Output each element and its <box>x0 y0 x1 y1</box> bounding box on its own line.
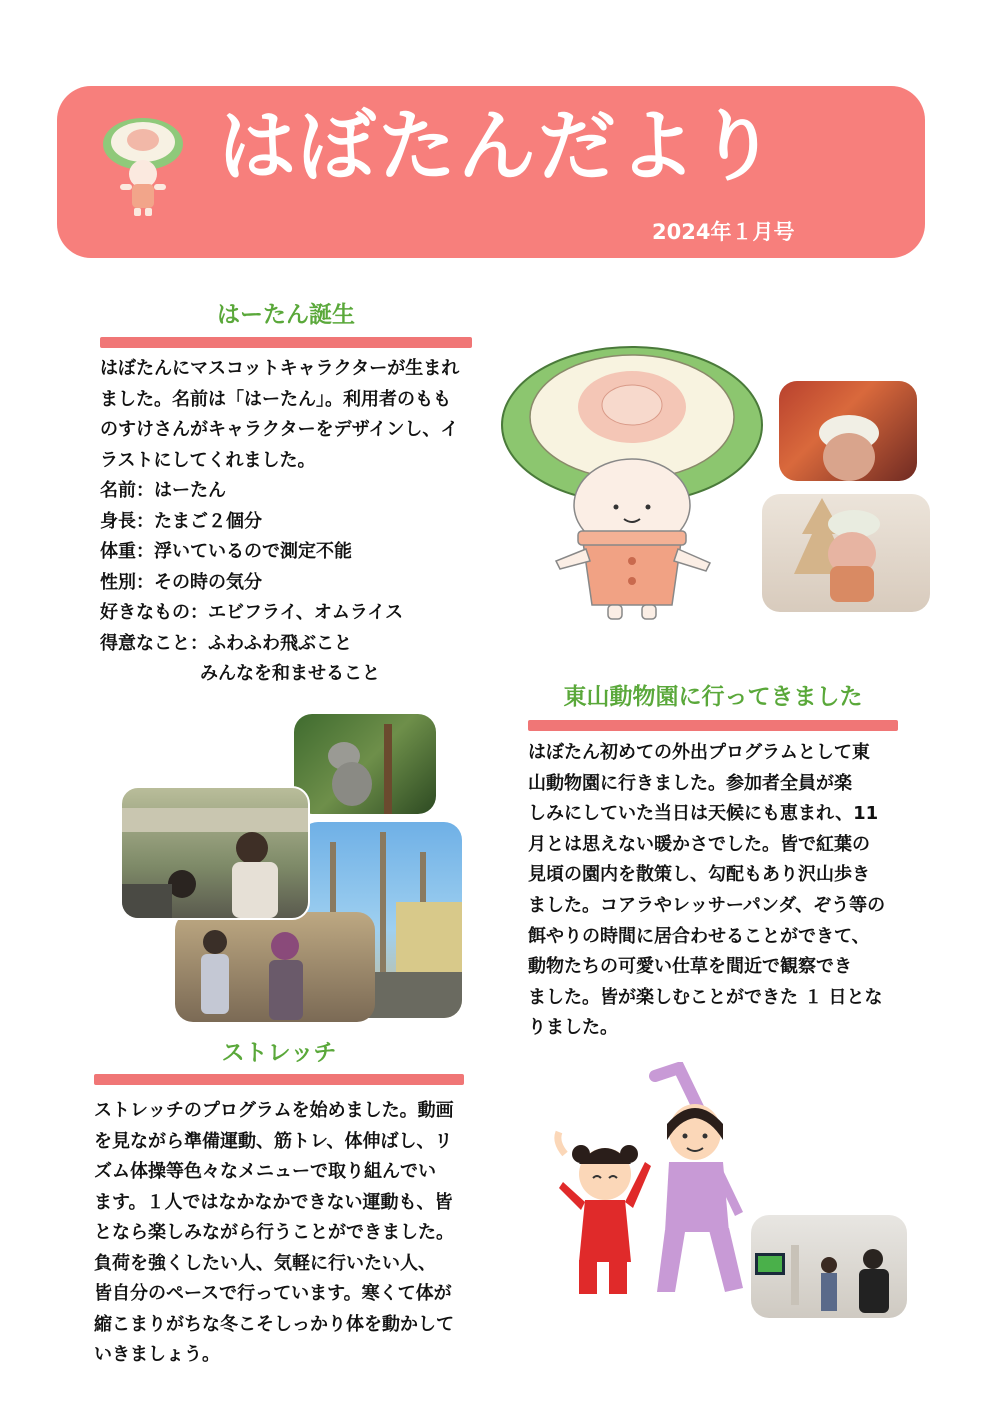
newsletter-title: はぼたんだより <box>218 102 779 192</box>
section-rule <box>528 720 898 731</box>
text-line: 皆自分のペースで行っています。寒くて体が <box>94 1283 452 1304</box>
crochet-doll-photo-indoor <box>762 494 930 612</box>
text-line: ました。名前は「はーたん」。利用者のもも <box>100 388 451 410</box>
text-line: 得意なこと：ふわふわ飛ぶこと <box>100 632 352 654</box>
text-line: 餌やりの時間に居合わせることができて、 <box>528 925 870 947</box>
visitors-photo <box>175 912 375 1022</box>
koala-photo <box>294 714 436 814</box>
text-line: みんなを和ませること <box>200 663 380 684</box>
stretching-illustration <box>545 1062 765 1302</box>
text-line: いきましょう。 <box>94 1344 220 1365</box>
text-line: 体重：浮いているので測定不能 <box>100 541 352 562</box>
feeding-photo <box>120 786 310 920</box>
section-heading-stretch: ストレッチ <box>221 1040 337 1066</box>
text-line: しみにしていた当日は天候にも恵まれ、11 <box>528 803 879 825</box>
text-line: りました。 <box>528 1017 618 1039</box>
section-heading-zoo: 東山動物園に行ってきました <box>563 684 863 710</box>
text-line: となら楽しみながら行うことができました。 <box>94 1222 454 1243</box>
mascot-illustration <box>498 335 766 625</box>
text-line: はぼたん初めての外出プログラムとして東 <box>528 742 870 763</box>
section-body-stretch <box>94 1096 474 1371</box>
text-line: 縮こまりがちな冬こそしっかり体を動かして <box>94 1313 454 1335</box>
text-line: ズム体操等色々なメニューで取り組んでい <box>94 1161 436 1182</box>
mascot-logo-icon <box>98 112 188 220</box>
section-body-mascot <box>100 354 480 690</box>
text-line: ストレッチのプログラムを始めました。動画 <box>94 1100 454 1121</box>
text-line: ラストにしてくれました。 <box>100 449 316 471</box>
text-line: ました。皆が楽しむことができた １ 日とな <box>528 986 883 1008</box>
text-line: 身長：たまご２個分 <box>100 510 262 532</box>
section-heading-mascot: はーたん誕生 <box>217 302 355 328</box>
text-line: ます。１人ではなかなかできない運動も、皆 <box>94 1191 453 1213</box>
text-line: を見ながら準備運動、筋トレ、体伸ばし、リ <box>94 1130 453 1152</box>
issue-date: 2024年１月号 <box>652 220 795 244</box>
text-line: 名前：はーたん <box>100 480 226 501</box>
stretch-class-photo <box>751 1215 907 1318</box>
text-line: のすけさんがキャラクターをデザインし、イ <box>100 419 459 440</box>
text-line: 動物たちの可愛い仕草を間近で観察でき <box>528 956 852 978</box>
text-line: 負荷を強くしたい人、気軽に行いたい人、 <box>94 1252 436 1274</box>
text-line: 見頃の園内を散策し、勾配もあり沢山歩き <box>528 864 870 886</box>
crochet-doll-photo-autumn <box>779 381 917 481</box>
text-line: 好きなもの：エビフライ、オムライス <box>100 602 404 623</box>
section-body-zoo <box>528 738 908 1044</box>
text-line: はぼたんにマスコットキャラクターが生まれ <box>100 358 460 379</box>
section-rule <box>100 337 472 348</box>
text-line: 月とは思えない暖かさでした。皆で紅葉の <box>528 833 870 855</box>
text-line: ました。コアラやレッサーパンダ、ぞう等の <box>528 894 886 916</box>
text-line: 山動物園に行きました。参加者全員が楽 <box>528 772 852 794</box>
text-line: 性別：その時の気分 <box>100 571 262 593</box>
section-rule <box>94 1074 464 1085</box>
